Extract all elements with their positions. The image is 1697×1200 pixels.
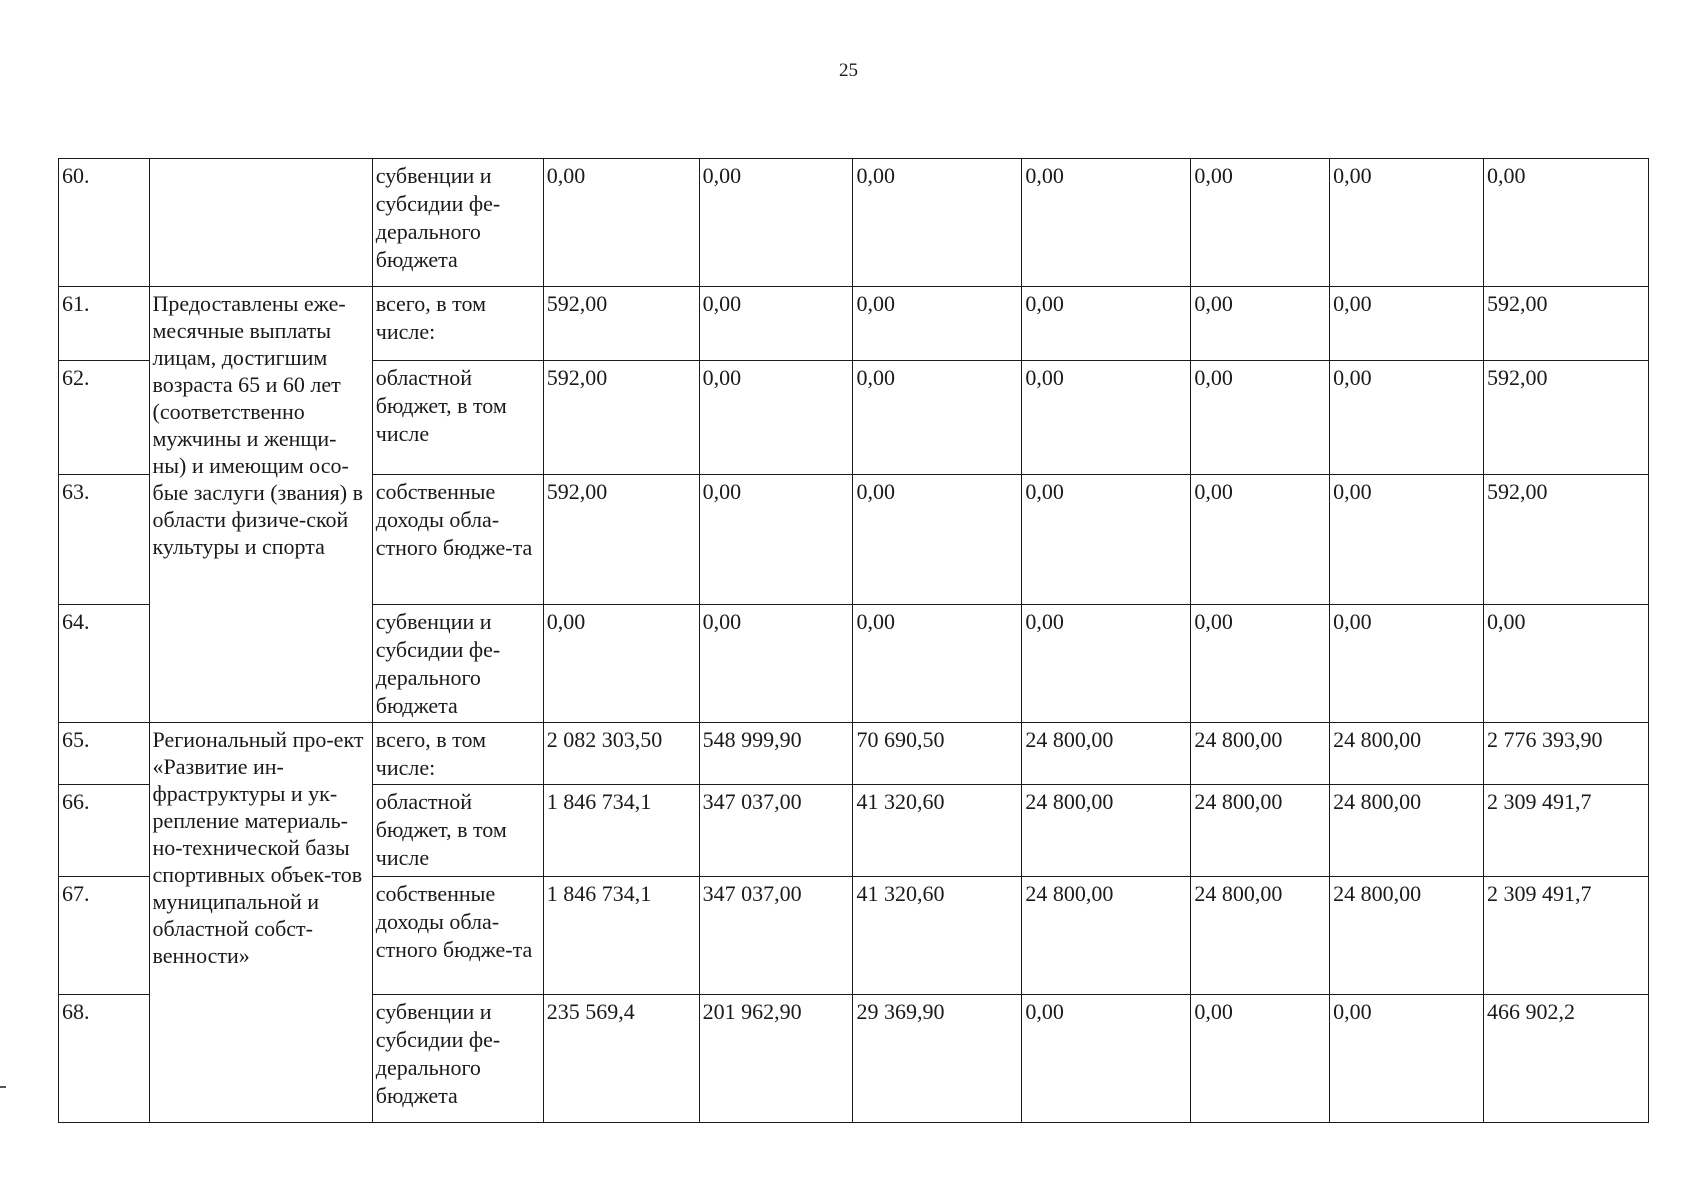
row-number: 61. bbox=[59, 287, 150, 361]
value-cell: 0,00 bbox=[699, 475, 853, 605]
value-cell: 24 800,00 bbox=[1191, 723, 1330, 785]
row-number: 66. bbox=[59, 785, 150, 877]
value-cell: 0,00 bbox=[853, 475, 1022, 605]
row-number: 60. bbox=[59, 159, 150, 287]
value-cell: 0,00 bbox=[853, 361, 1022, 475]
funding-source: собственные доходы обла-стного бюдже-та bbox=[372, 475, 543, 605]
value-cell: 0,00 bbox=[853, 159, 1022, 287]
table-row bbox=[59, 287, 1649, 361]
value-cell: 0,00 bbox=[1330, 287, 1484, 361]
event-name: Региональный про-ект «Развитие ин-фраструктуры и ук-репление материаль-но-технической базы спортивных объек-тов муниципальной и областной собст-венности» bbox=[149, 723, 372, 1123]
value-cell: 0,00 bbox=[1191, 287, 1330, 361]
row-number: 64. bbox=[59, 605, 150, 723]
value-cell: 0,00 bbox=[699, 605, 853, 723]
value-cell: 0,00 bbox=[1022, 361, 1191, 475]
value-cell: 24 800,00 bbox=[1330, 785, 1484, 877]
value-cell: 0,00 bbox=[1022, 475, 1191, 605]
value-cell: 2 309 491,7 bbox=[1483, 877, 1648, 995]
value-cell: 592,00 bbox=[1483, 361, 1648, 475]
value-cell: 0,00 bbox=[1330, 475, 1484, 605]
row-number: 65. bbox=[59, 723, 150, 785]
value-cell: 24 800,00 bbox=[1330, 723, 1484, 785]
value-cell: 1 846 734,1 bbox=[543, 877, 699, 995]
value-cell: 0,00 bbox=[1191, 605, 1330, 723]
value-cell: 0,00 bbox=[1022, 159, 1191, 287]
page-number: 25 bbox=[839, 60, 858, 81]
value-cell: 41 320,60 bbox=[853, 785, 1022, 877]
value-cell: 0,00 bbox=[543, 159, 699, 287]
value-cell: 0,00 bbox=[543, 605, 699, 723]
value-cell: 24 800,00 bbox=[1191, 785, 1330, 877]
value-cell: 592,00 bbox=[543, 475, 699, 605]
value-cell: 0,00 bbox=[1022, 995, 1191, 1123]
value-cell: 0,00 bbox=[699, 287, 853, 361]
value-cell: 0,00 bbox=[1330, 361, 1484, 475]
budget-table bbox=[58, 158, 1649, 1123]
value-cell: 0,00 bbox=[1330, 995, 1484, 1123]
value-cell: 592,00 bbox=[543, 361, 699, 475]
event-name-cell bbox=[149, 159, 372, 287]
funding-source: субвенции и субсидии фе-дерального бюджета bbox=[372, 159, 543, 287]
value-cell: 1 846 734,1 bbox=[543, 785, 699, 877]
value-cell: 201 962,90 bbox=[699, 995, 853, 1123]
scan-edge-mark bbox=[0, 1086, 6, 1088]
value-cell: 24 800,00 bbox=[1330, 877, 1484, 995]
value-cell: 0,00 bbox=[1022, 287, 1191, 361]
value-cell: 0,00 bbox=[699, 361, 853, 475]
value-cell: 2 082 303,50 bbox=[543, 723, 699, 785]
value-cell: 29 369,90 bbox=[853, 995, 1022, 1123]
table-row bbox=[59, 159, 1649, 287]
value-cell: 347 037,00 bbox=[699, 785, 853, 877]
funding-source: собственные доходы обла-стного бюдже-та bbox=[372, 877, 543, 995]
value-cell: 466 902,2 bbox=[1483, 995, 1648, 1123]
value-cell: 0,00 bbox=[1191, 361, 1330, 475]
value-cell: 0,00 bbox=[853, 605, 1022, 723]
value-cell: 24 800,00 bbox=[1022, 877, 1191, 995]
value-cell: 0,00 bbox=[1330, 159, 1484, 287]
funding-source: всего, в том числе: bbox=[372, 287, 543, 361]
funding-source: областной бюджет, в том числе bbox=[372, 361, 543, 475]
row-number: 62. bbox=[59, 361, 150, 475]
funding-source: субвенции и субсидии фе-дерального бюджета bbox=[372, 995, 543, 1123]
value-cell: 592,00 bbox=[1483, 287, 1648, 361]
value-cell: 592,00 bbox=[543, 287, 699, 361]
value-cell: 0,00 bbox=[1191, 159, 1330, 287]
value-cell: 24 800,00 bbox=[1022, 785, 1191, 877]
value-cell: 2 309 491,7 bbox=[1483, 785, 1648, 877]
value-cell: 2 776 393,90 bbox=[1483, 723, 1648, 785]
value-cell: 70 690,50 bbox=[853, 723, 1022, 785]
value-cell: 347 037,00 bbox=[699, 877, 853, 995]
funding-source: всего, в том числе: bbox=[372, 723, 543, 785]
value-cell: 235 569,4 bbox=[543, 995, 699, 1123]
row-number: 68. bbox=[59, 995, 150, 1123]
value-cell: 0,00 bbox=[1483, 605, 1648, 723]
value-cell: 0,00 bbox=[699, 159, 853, 287]
value-cell: 24 800,00 bbox=[1022, 723, 1191, 785]
value-cell: 0,00 bbox=[1022, 605, 1191, 723]
value-cell: 41 320,60 bbox=[853, 877, 1022, 995]
value-cell: 548 999,90 bbox=[699, 723, 853, 785]
value-cell: 0,00 bbox=[1191, 995, 1330, 1123]
value-cell: 0,00 bbox=[1330, 605, 1484, 723]
value-cell: 592,00 bbox=[1483, 475, 1648, 605]
table-row bbox=[59, 723, 1649, 785]
value-cell: 0,00 bbox=[1483, 159, 1648, 287]
value-cell: 24 800,00 bbox=[1191, 877, 1330, 995]
row-number: 67. bbox=[59, 877, 150, 995]
event-name: Предоставлены еже-месячные выплаты лицам, достигшим возраста 65 и 60 лет (соответственно мужчины и женщи-ны) и имеющим осо-бые заслуги (звания) в области физиче-ской культуры и спорта bbox=[149, 287, 372, 723]
row-number: 63. bbox=[59, 475, 150, 605]
funding-source: областной бюджет, в том числе bbox=[372, 785, 543, 877]
value-cell: 0,00 bbox=[1191, 475, 1330, 605]
value-cell: 0,00 bbox=[853, 287, 1022, 361]
funding-source: субвенции и субсидии фе-дерального бюджета bbox=[372, 605, 543, 723]
